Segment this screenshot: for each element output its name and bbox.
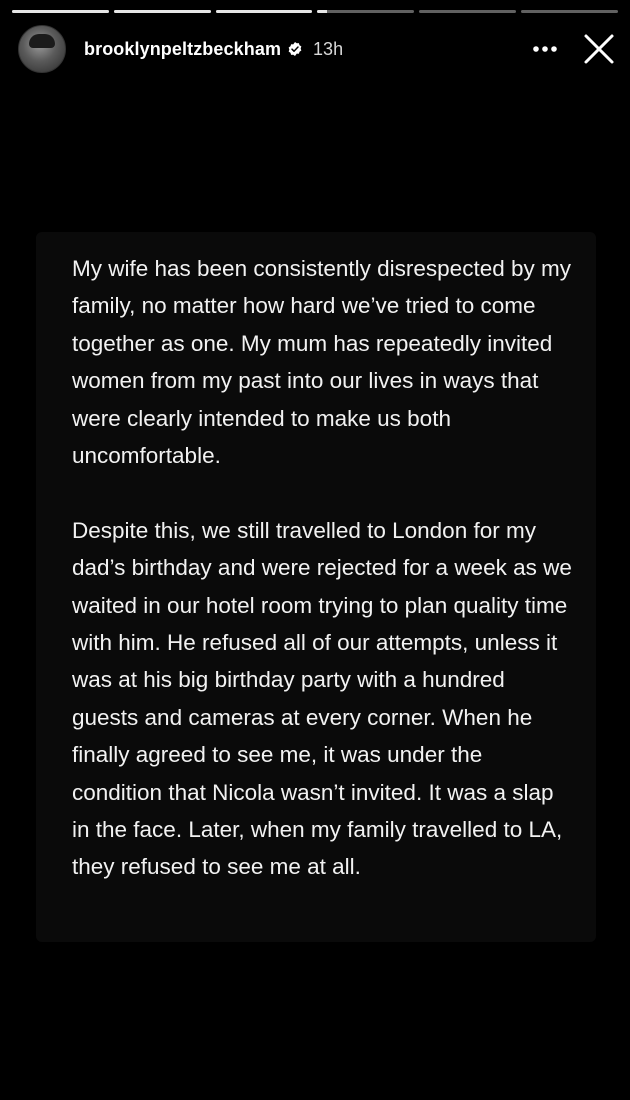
story-paragraph: My wife has been consistently disrespected by my family, no matter how hard we’ve tried to come together as one. My mum has repeatedly invited women from my past into our lives in ways that were clearly intended to make us both uncomfortable. [72,256,571,469]
close-button[interactable] [582,32,616,66]
progress-segment [521,10,618,13]
progress-segment [12,10,109,13]
post-time: 13h [313,38,344,59]
story-header [18,26,616,72]
username[interactable]: brooklynpeltzbeckham [84,38,282,59]
avatar[interactable] [18,25,66,73]
close-icon [583,33,615,65]
more-options-button[interactable] [530,34,560,64]
progress-segment [216,10,313,13]
more-horizontal-icon [532,45,558,53]
story-progress-bar [12,10,618,13]
progress-segment [114,10,211,13]
story-paragraph: Despite this, we still travelled to London for my dad’s birthday and were rejected for a week as we waited in our hotel room trying to plan quality time with him. He refused all of our attempts, unless it was at his big birthday party with a hundred guests and cameras at every corner. When he finally agreed to see me, it was under the condition that Nicola wasn’t invited. It was a slap in the face. Later, when my family travelled to LA, they refused to see me at all. [72,517,572,880]
verified-badge-icon [287,41,303,57]
story-text [72,250,572,886]
progress-segment [317,10,414,13]
progress-segment [419,10,516,13]
